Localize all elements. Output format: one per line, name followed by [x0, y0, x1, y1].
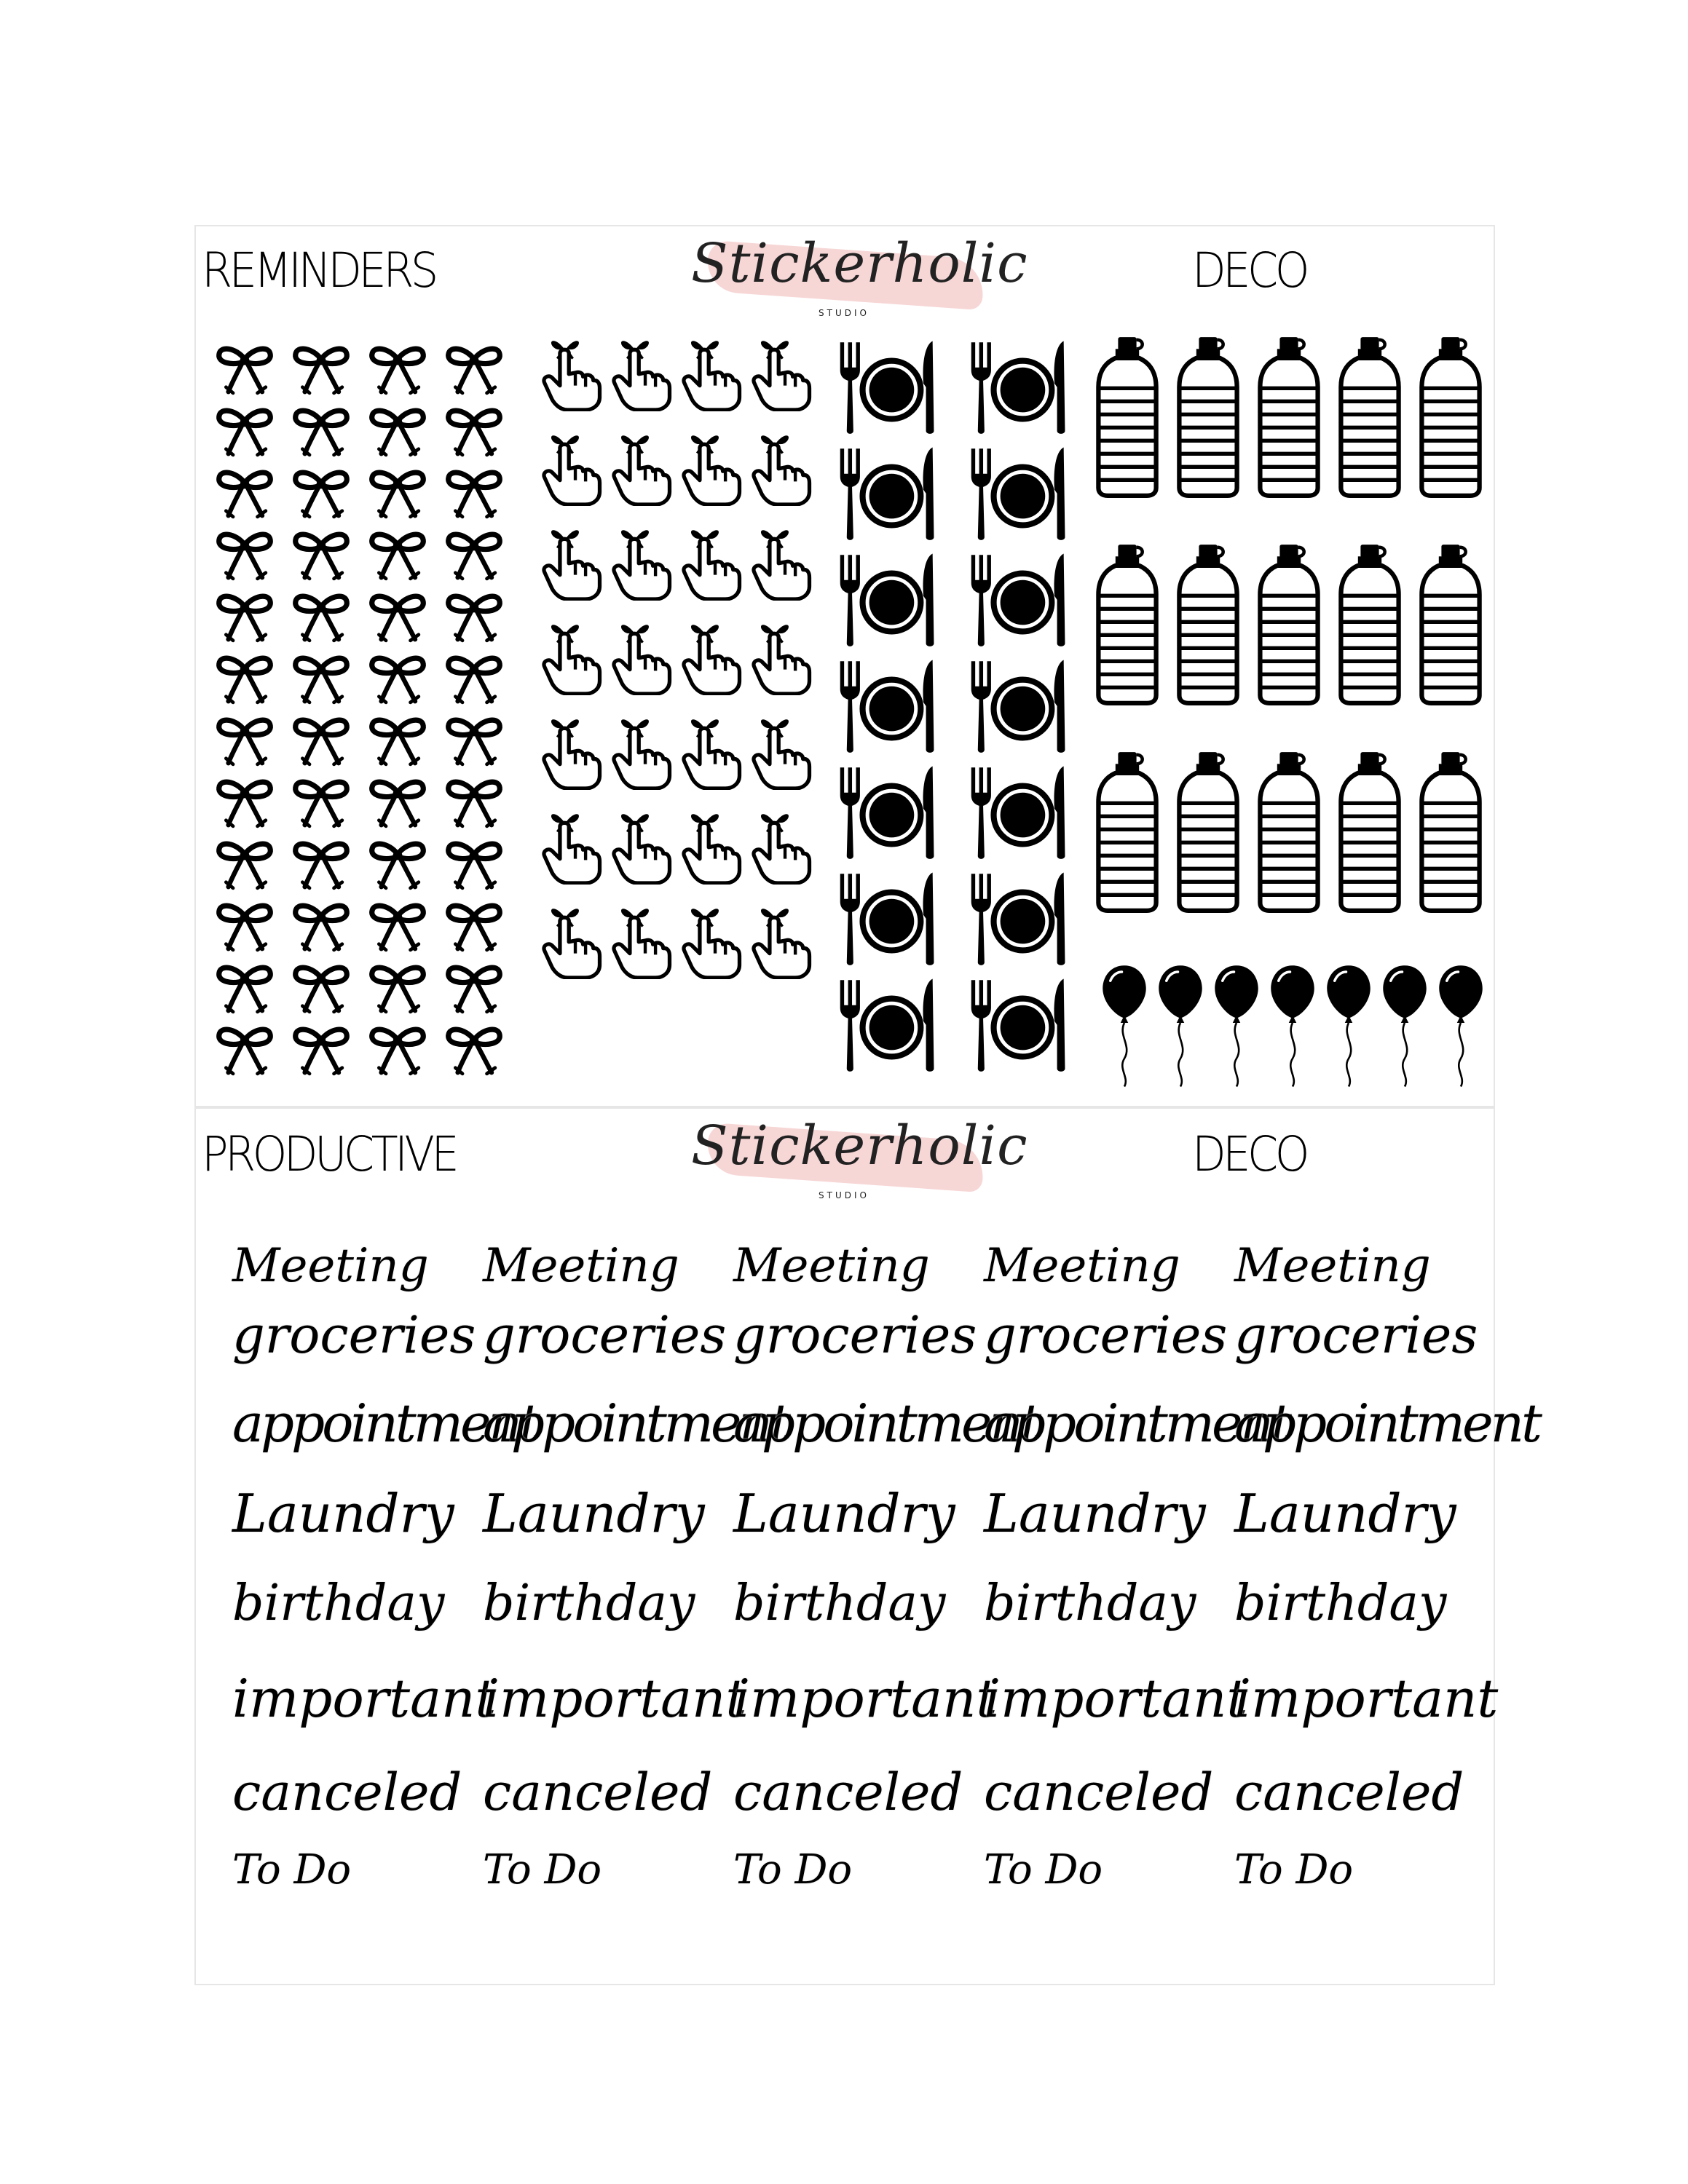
bow-icon: [366, 1018, 429, 1076]
fork-plate-knife-icon: [965, 975, 1073, 1074]
bow-icon: [290, 337, 352, 395]
bow-icon: [366, 523, 429, 581]
finger-string-reminder-icon: [608, 618, 672, 695]
word-sticker: birthday: [232, 1575, 445, 1632]
bow-icon: [366, 399, 429, 457]
water-bottle-icon: [1337, 327, 1403, 506]
word-sticker: appointment: [483, 1393, 788, 1454]
finger-string-reminder-icon: [538, 902, 602, 979]
word-sticker: important: [232, 1668, 497, 1729]
word-sticker: To Do: [1234, 1846, 1354, 1894]
word-sticker: Meeting: [984, 1239, 1180, 1293]
word-sticker: groceries: [1234, 1305, 1478, 1365]
word-sticker: appointment: [232, 1393, 537, 1454]
finger-string-reminder-icon: [608, 429, 672, 506]
productive-heading: PRODUCTIVE: [202, 1126, 457, 1182]
word-sticker: groceries: [733, 1305, 977, 1365]
bow-icon: [366, 646, 429, 705]
word-sticker: canceled: [232, 1762, 462, 1822]
fork-plate-knife-icon: [834, 656, 942, 755]
balloon-icon: [1211, 962, 1262, 1089]
word-sticker: canceled: [1234, 1762, 1464, 1822]
water-bottle-icon: [1418, 327, 1483, 506]
bow-icon: [213, 894, 276, 952]
bow-icon: [366, 770, 429, 828]
word-sticker: Meeting: [1234, 1239, 1431, 1293]
fork-plate-knife-icon: [834, 762, 942, 861]
fork-plate-knife-icon: [965, 337, 1073, 436]
balloon-icon: [1267, 962, 1318, 1089]
bow-icon: [290, 832, 352, 890]
brand-logo: [691, 1109, 1028, 1203]
finger-string-reminder-icon: [678, 618, 742, 695]
bottom-sticker-sheet: [194, 1107, 1539, 1985]
word-sticker: important: [483, 1668, 747, 1729]
finger-string-reminder-icon: [608, 902, 672, 979]
word-sticker: canceled: [483, 1762, 713, 1822]
bow-icon: [366, 956, 429, 1014]
bow-icon: [366, 894, 429, 952]
finger-string-reminder-icon: [608, 713, 672, 790]
fork-plate-knife-icon: [965, 762, 1073, 861]
word-sticker: Laundry: [984, 1483, 1206, 1544]
bow-icon: [366, 708, 429, 767]
fork-plate-knife-icon: [834, 869, 942, 968]
bow-icon: [290, 399, 352, 457]
bow-icon: [213, 523, 276, 581]
fork-plate-knife-icon: [965, 869, 1073, 968]
bow-icon: [443, 956, 505, 1014]
water-bottle-icon: [1175, 742, 1241, 921]
finger-string-reminder-icon: [538, 429, 602, 506]
finger-string-reminder-icon: [678, 902, 742, 979]
fork-plate-knife-icon: [965, 443, 1073, 542]
bow-icon: [213, 1018, 276, 1076]
bow-icon: [443, 523, 505, 581]
deco-heading: DECO: [1192, 1126, 1306, 1182]
finger-string-reminder-icon: [538, 523, 602, 601]
finger-string-reminder-icon: [748, 807, 812, 885]
balloon-icon: [1323, 962, 1374, 1089]
bow-icon: [213, 585, 276, 643]
bow-icon: [213, 708, 276, 767]
finger-string-reminder-icon: [538, 713, 602, 790]
finger-string-reminder-icon: [678, 807, 742, 885]
word-sticker: appointment: [1234, 1393, 1539, 1454]
fork-plate-knife-icon: [834, 443, 942, 542]
fork-plate-knife-icon: [965, 550, 1073, 649]
bow-icon: [443, 708, 505, 767]
finger-string-reminder-icon: [748, 429, 812, 506]
word-sticker: groceries: [232, 1305, 476, 1365]
finger-string-reminder-icon: [538, 618, 602, 695]
bow-icon: [366, 461, 429, 519]
bow-icon: [290, 708, 352, 767]
bow-icon: [443, 832, 505, 890]
water-bottle-icon: [1256, 327, 1322, 506]
finger-string-reminder-icon: [678, 429, 742, 506]
balloon-icon: [1099, 962, 1150, 1089]
water-bottle-icon: [1175, 534, 1241, 713]
water-bottle-icon: [1256, 534, 1322, 713]
bow-icon: [443, 1018, 505, 1076]
bow-icon: [366, 832, 429, 890]
word-sticker: groceries: [483, 1305, 727, 1365]
water-bottle-icon: [1095, 534, 1160, 713]
bow-icon: [213, 399, 276, 457]
balloon-icon: [1379, 962, 1430, 1089]
word-sticker: birthday: [1234, 1575, 1447, 1632]
finger-string-reminder-icon: [748, 902, 812, 979]
word-sticker: Meeting: [483, 1239, 679, 1293]
word-sticker: Laundry: [232, 1483, 454, 1544]
deco-heading: DECO: [1192, 242, 1306, 298]
word-sticker: important: [733, 1668, 998, 1729]
word-sticker: Laundry: [483, 1483, 705, 1544]
bow-icon: [213, 832, 276, 890]
word-sticker: birthday: [984, 1575, 1196, 1632]
brand-logo: [691, 226, 1028, 321]
water-bottle-icon: [1418, 742, 1483, 921]
bow-icon: [443, 770, 505, 828]
bow-icon: [443, 461, 505, 519]
word-sticker: To Do: [232, 1846, 352, 1894]
top-sticker-sheet: [194, 225, 1495, 1107]
bow-icon: [290, 646, 352, 705]
logo-brand: Stickerholic: [691, 1115, 1028, 1177]
water-bottle-icon: [1337, 742, 1403, 921]
word-sticker: important: [1234, 1668, 1499, 1729]
bow-icon: [366, 337, 429, 395]
word-sticker: appointment: [984, 1393, 1289, 1454]
balloon-icon: [1435, 962, 1486, 1089]
bow-icon: [290, 956, 352, 1014]
finger-string-reminder-icon: [538, 807, 602, 885]
bow-icon: [443, 399, 505, 457]
finger-string-reminder-icon: [748, 618, 812, 695]
finger-string-reminder-icon: [748, 523, 812, 601]
bow-icon: [290, 770, 352, 828]
logo-studio: STUDIO: [819, 308, 869, 318]
bow-icon: [213, 646, 276, 705]
word-sticker: canceled: [984, 1762, 1214, 1822]
word-sticker: birthday: [733, 1575, 946, 1632]
water-bottle-icon: [1095, 742, 1160, 921]
word-sticker: groceries: [984, 1305, 1228, 1365]
word-sticker: Laundry: [1234, 1483, 1456, 1544]
logo-brand: Stickerholic: [691, 232, 1028, 295]
water-bottle-icon: [1175, 327, 1241, 506]
bow-icon: [290, 1018, 352, 1076]
bow-icon: [443, 337, 505, 395]
water-bottle-icon: [1418, 534, 1483, 713]
bow-icon: [213, 461, 276, 519]
word-sticker: Laundry: [733, 1483, 955, 1544]
reminders-heading: REMINDERS: [202, 242, 435, 298]
water-bottle-icon: [1337, 534, 1403, 713]
finger-string-reminder-icon: [608, 523, 672, 601]
bow-icon: [290, 894, 352, 952]
word-sticker: To Do: [984, 1846, 1103, 1894]
word-sticker: Meeting: [733, 1239, 930, 1293]
bow-icon: [213, 770, 276, 828]
bow-icon: [213, 337, 276, 395]
bow-icon: [290, 585, 352, 643]
word-sticker: appointment: [733, 1393, 1038, 1454]
bow-icon: [443, 894, 505, 952]
logo-studio: STUDIO: [819, 1190, 869, 1200]
finger-string-reminder-icon: [748, 334, 812, 411]
fork-plate-knife-icon: [834, 550, 942, 649]
word-sticker: Meeting: [232, 1239, 429, 1293]
word-sticker: To Do: [733, 1846, 853, 1894]
word-sticker: To Do: [483, 1846, 602, 1894]
bow-icon: [290, 523, 352, 581]
fork-plate-knife-icon: [965, 656, 1073, 755]
finger-string-reminder-icon: [678, 713, 742, 790]
bow-icon: [213, 956, 276, 1014]
word-sticker: important: [984, 1668, 1248, 1729]
bow-icon: [366, 585, 429, 643]
finger-string-reminder-icon: [748, 713, 812, 790]
bow-icon: [443, 585, 505, 643]
finger-string-reminder-icon: [538, 334, 602, 411]
finger-string-reminder-icon: [678, 523, 742, 601]
fork-plate-knife-icon: [834, 975, 942, 1074]
bow-icon: [443, 646, 505, 705]
balloon-icon: [1155, 962, 1206, 1089]
finger-string-reminder-icon: [608, 334, 672, 411]
bow-icon: [290, 461, 352, 519]
fork-plate-knife-icon: [834, 337, 942, 436]
finger-string-reminder-icon: [608, 807, 672, 885]
finger-string-reminder-icon: [678, 334, 742, 411]
water-bottle-icon: [1256, 742, 1322, 921]
word-sticker: birthday: [483, 1575, 695, 1632]
word-sticker: canceled: [733, 1762, 963, 1822]
water-bottle-icon: [1095, 327, 1160, 506]
